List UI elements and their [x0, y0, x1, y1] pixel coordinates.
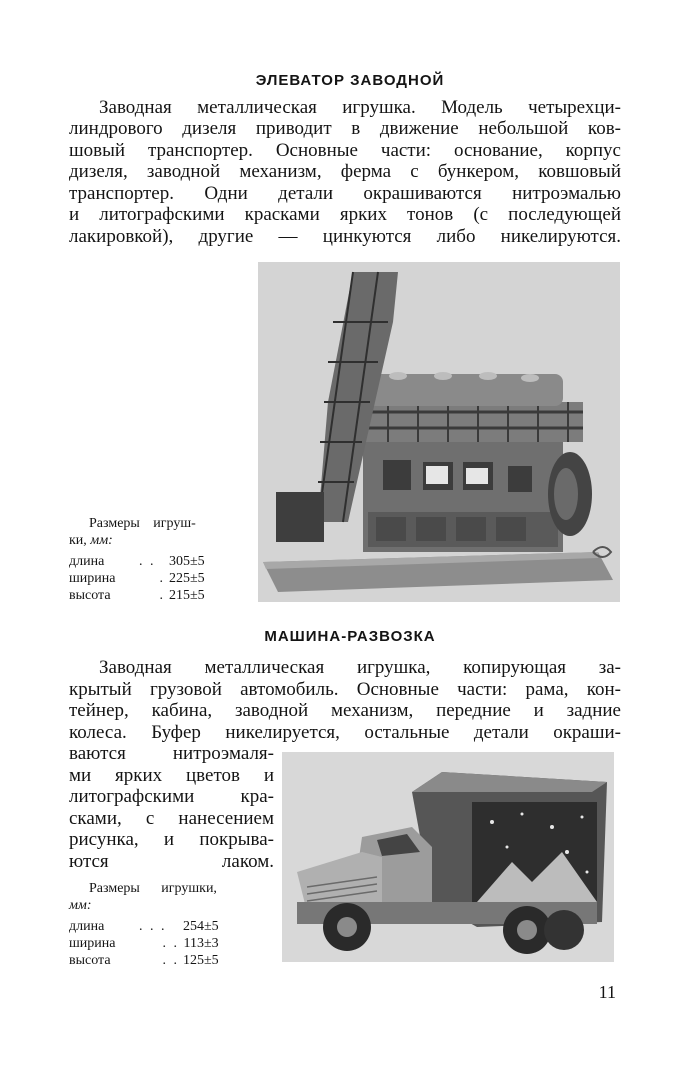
text-line: транспортер. Одни детали окрашиваются нитроэмалью — [69, 183, 621, 204]
caption-line: Размеры игрушки, — [89, 881, 217, 896]
dimension-dots: . . — [139, 554, 156, 569]
dimension-dots: . — [159, 571, 165, 586]
caption-unit: мм: — [69, 898, 92, 913]
caption-line — [69, 897, 269, 914]
caption-line: Размеры игруш- — [89, 516, 196, 531]
text-line: колеса. Буфер никелируется, остальные детали окраши- — [69, 722, 621, 743]
page-number: 11 — [598, 982, 616, 1002]
dimension-label: высота — [69, 588, 111, 603]
dimensions-table — [69, 918, 219, 969]
text-line: шовый транспортер. Основные части: основание, корпус — [69, 140, 621, 161]
dimension-value: 225±5 — [169, 571, 205, 586]
text-line: тейнер, кабина, заводной механизм, передние и задние — [69, 700, 621, 721]
caption-text: ки, — [69, 533, 91, 548]
text-line: линдрового дизеля приводит в движение небольшой ков- — [69, 118, 621, 139]
dimension-label: длина — [69, 919, 105, 934]
dimension-value: 305±5 — [169, 554, 205, 569]
dimension-label: ширина — [69, 936, 116, 951]
text-line: Заводная металлическая игрушка, копирующая за- — [99, 657, 621, 678]
section-title-truck: МАШИНА-РАЗВОЗКА — [264, 628, 436, 645]
text-line: ми ярких цветов и — [69, 765, 274, 786]
dimension-label: ширина — [69, 571, 116, 586]
dimension-value: 125±5 — [183, 953, 219, 968]
table-row — [69, 587, 205, 604]
delivery-truck-toy-photo — [282, 752, 614, 962]
caption-line — [69, 532, 255, 549]
dimension-dots: . . — [162, 936, 179, 951]
text-line: ваются нитроэмаля- — [69, 743, 274, 764]
text-line: дизеля, заводной механизм, ферма с бункером, ковшовый — [69, 161, 621, 182]
dimensions-caption — [69, 515, 255, 549]
text-line: и литографскими красками ярких тонов (с последующей — [69, 204, 621, 225]
dimension-dots: . . — [162, 953, 179, 968]
dimensions-caption — [69, 880, 269, 914]
table-row — [69, 935, 219, 952]
dimension-value: 215±5 — [169, 588, 205, 603]
dimension-dots: . — [159, 588, 165, 603]
text-line: лакировкой), другие — цинкуются либо никелируются. — [69, 226, 621, 247]
text-line: крытый грузовой автомобиль. Основные части: рама, кон- — [69, 679, 621, 700]
truck-dimensions — [69, 880, 269, 969]
section-title-elevator: ЭЛЕВАТОР ЗАВОДНОЙ — [255, 72, 445, 89]
dimension-label: высота — [69, 953, 111, 968]
table-row — [69, 553, 205, 570]
dimensions-table — [69, 553, 205, 604]
dimension-value: 254±5 — [183, 919, 219, 934]
elevator-toy-photo — [258, 262, 620, 602]
dimension-value: 113±3 — [183, 936, 219, 951]
table-row — [69, 570, 205, 587]
text-line: Заводная металлическая игрушка. Модель четырехци- — [99, 97, 621, 118]
dimension-dots: . . . — [139, 919, 167, 934]
text-line: сками, с нанесением — [69, 808, 274, 829]
table-row — [69, 952, 219, 969]
text-line: ются лаком. — [69, 851, 274, 872]
elevator-dimensions — [69, 515, 255, 604]
text-line: литографскими кра- — [69, 786, 274, 807]
text-line: рисунка, и покрыва- — [69, 829, 274, 850]
table-row — [69, 918, 219, 935]
dimension-label: длина — [69, 554, 105, 569]
caption-unit: мм: — [90, 533, 113, 548]
